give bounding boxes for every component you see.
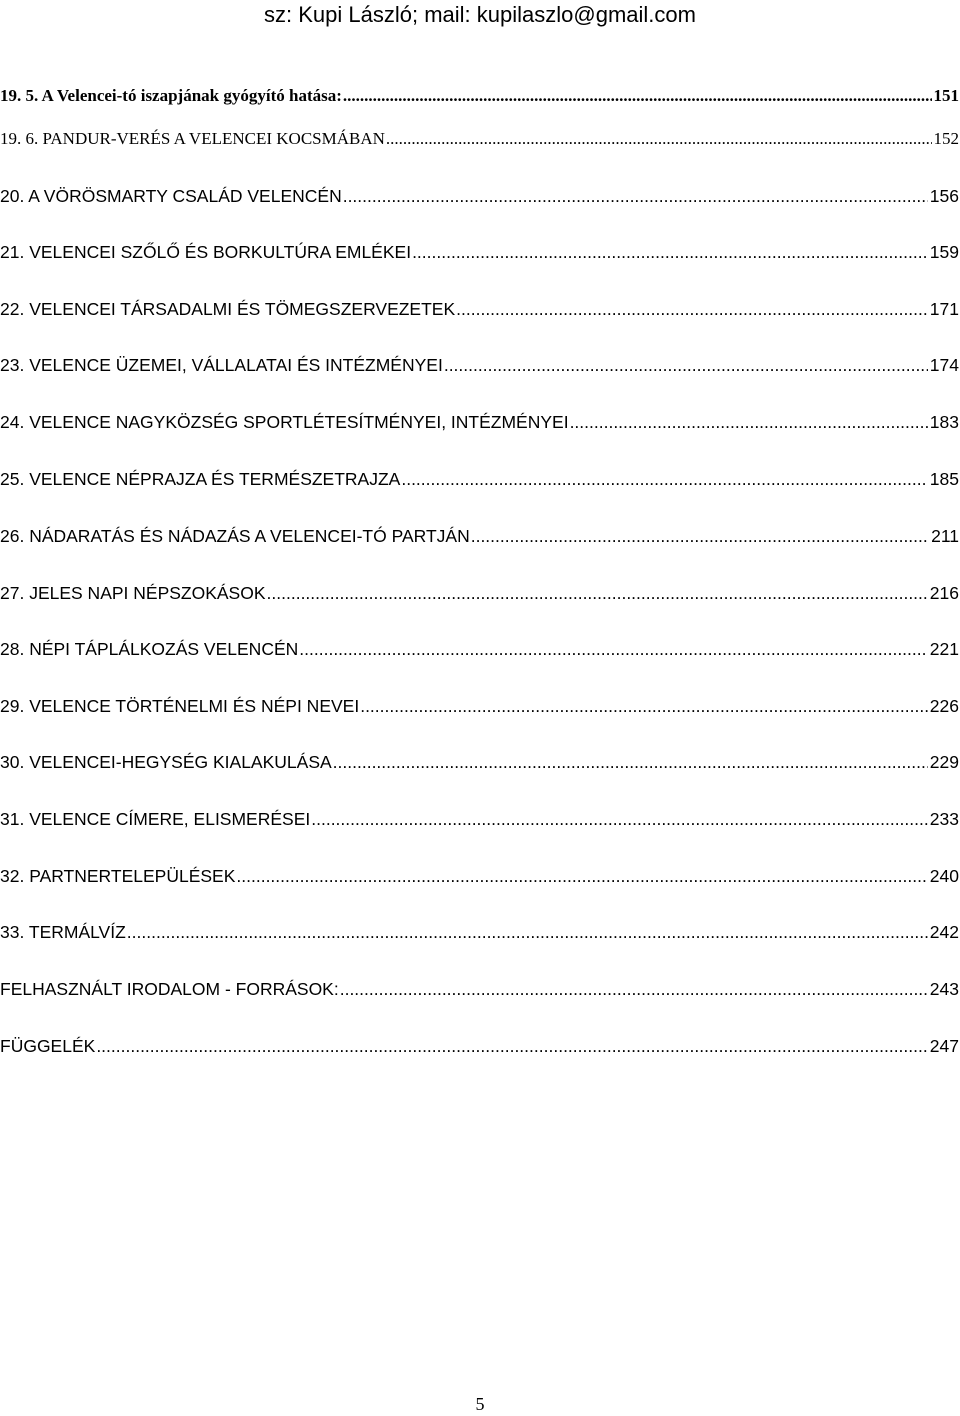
- toc-entry-title: 30. VELENCEI-HEGYSÉG KIALAKULÁSA: [0, 752, 332, 772]
- dot-leader: [401, 469, 927, 490]
- toc-entry-page: 174: [929, 355, 959, 375]
- dot-leader: [444, 355, 928, 376]
- page-number: 5: [475, 1394, 485, 1414]
- toc-entry-page: 185: [929, 469, 959, 489]
- toc-entry[interactable]: [0, 299, 960, 329]
- toc-entry-title: 23. VELENCE ÜZEMEI, VÁLLALATAI ÉS INTÉZMÉNYEI: [0, 355, 443, 375]
- toc-entry-page: 152: [933, 129, 959, 148]
- dot-leader: [343, 86, 932, 106]
- toc-entry[interactable]: [0, 86, 960, 116]
- dot-leader: [412, 242, 928, 263]
- toc-entry-page: 171: [929, 299, 959, 319]
- toc-entry[interactable]: [0, 696, 960, 726]
- toc-entry[interactable]: [0, 129, 960, 159]
- dot-leader: [456, 299, 928, 320]
- toc-entry[interactable]: [0, 922, 960, 952]
- toc-entry[interactable]: [0, 469, 960, 499]
- dot-leader: [340, 979, 928, 1000]
- toc-entry-title: 19. 6. PANDUR-VERÉS A VELENCEI KOCSMÁBAN: [0, 129, 385, 148]
- dot-leader: [333, 752, 928, 773]
- toc-entry[interactable]: [0, 186, 960, 216]
- toc-entry[interactable]: [0, 809, 960, 839]
- toc-entry-page: 221: [929, 639, 959, 659]
- toc-entry[interactable]: [0, 526, 960, 556]
- dot-leader: [471, 526, 929, 547]
- toc-entry-page: 240: [929, 866, 959, 886]
- dot-leader: [570, 412, 928, 433]
- toc-entry[interactable]: [0, 866, 960, 896]
- dot-leader: [360, 696, 928, 717]
- toc-entry-page: 243: [929, 979, 959, 999]
- toc-entry-title: FELHASZNÁLT IRODALOM - FORRÁSOK:: [0, 979, 339, 999]
- toc-entry[interactable]: [0, 1036, 960, 1066]
- toc-entry-title: 27. JELES NAPI NÉPSZOKÁSOK: [0, 583, 266, 603]
- dot-leader: [96, 1036, 927, 1057]
- toc-entry-title: 31. VELENCE CÍMERE, ELISMERÉSEI: [0, 809, 311, 829]
- toc-entry-page: 226: [929, 696, 959, 716]
- dot-leader: [127, 922, 928, 943]
- toc-entry[interactable]: [0, 242, 960, 272]
- toc-entry[interactable]: [0, 583, 960, 613]
- toc-entry-page: 216: [929, 583, 959, 603]
- toc-entry[interactable]: [0, 639, 960, 669]
- dot-leader: [267, 583, 928, 604]
- toc-entry-page: 233: [929, 809, 959, 829]
- toc-entry[interactable]: [0, 752, 960, 782]
- toc-entry-title: 26. NÁDARATÁS ÉS NÁDAZÁS A VELENCEI-TÓ PARTJÁN: [0, 526, 470, 546]
- toc-entry-title: 28. NÉPI TÁPLÁLKOZÁS VELENCÉN: [0, 639, 299, 659]
- toc-entry-page: 183: [929, 412, 959, 432]
- toc-entry-page: 159: [929, 242, 959, 262]
- dot-leader: [236, 866, 927, 887]
- toc-entry-page: 211: [931, 526, 959, 546]
- toc-entry-page: 242: [929, 922, 959, 942]
- header-text: sz: Kupi László; mail: kupilaszlo@gmail.com: [264, 2, 696, 27]
- toc-entry-title: 25. VELENCE NÉPRAJZA ÉS TERMÉSZETRAJZA: [0, 469, 401, 489]
- toc-entry-title: 19. 5. A Velencei-tó iszapjának gyógyító hatása:: [0, 86, 342, 105]
- toc-entry-page: 229: [929, 752, 959, 772]
- toc-entry[interactable]: [0, 355, 960, 385]
- toc-entry-title: 22. VELENCEI TÁRSADALMI ÉS TÖMEGSZERVEZETEK: [0, 299, 456, 319]
- toc-entry-page: 151: [933, 86, 959, 105]
- toc-entry[interactable]: [0, 412, 960, 442]
- toc-entry-title: FÜGGELÉK: [0, 1036, 96, 1056]
- toc-entry-title: 21. VELENCEI SZŐLŐ ÉS BORKULTÚRA EMLÉKEI: [0, 242, 412, 262]
- toc-entry-page: 156: [929, 186, 959, 206]
- toc-entry-title: 20. A VÖRÖSMARTY CSALÁD VELENCÉN: [0, 186, 342, 206]
- dot-leader: [386, 129, 932, 149]
- toc-entry-title: 24. VELENCE NAGYKÖZSÉG SPORTLÉTESÍTMÉNYEI, INTÉZMÉNYEI: [0, 412, 569, 432]
- dot-leader: [343, 186, 928, 207]
- toc-entry-title: 29. VELENCE TÖRTÉNELMI ÉS NÉPI NEVEI: [0, 696, 360, 716]
- toc-entry-title: 32. PARTNERTELEPÜLÉSEK: [0, 866, 236, 886]
- dot-leader: [299, 639, 928, 660]
- dot-leader: [311, 809, 928, 830]
- toc-entry-title: 33. TERMÁLVÍZ: [0, 922, 126, 942]
- toc-entry[interactable]: [0, 979, 960, 1009]
- toc-entry-page: 247: [929, 1036, 959, 1056]
